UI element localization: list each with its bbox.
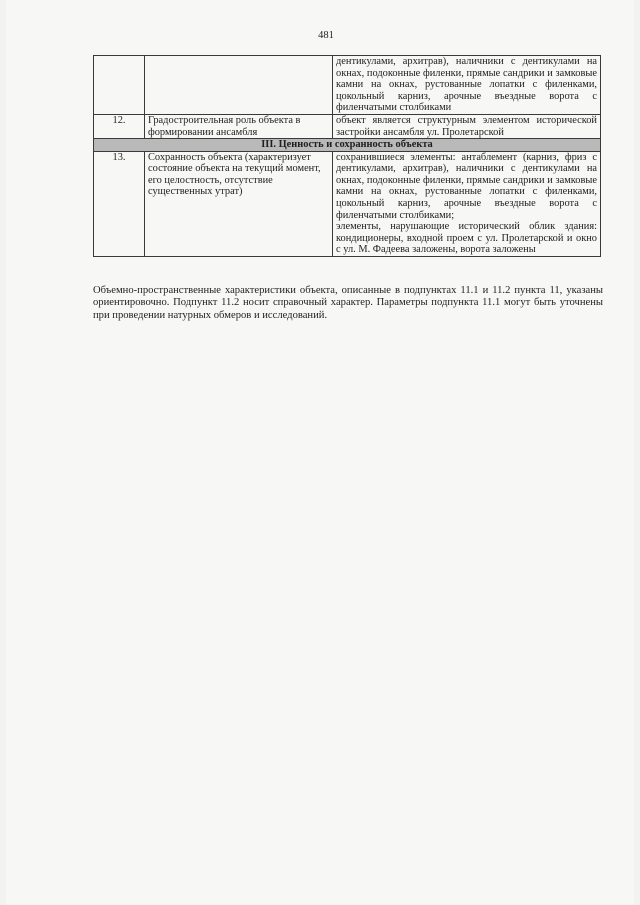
row-name-cell: Сохранность объекта (характеризует состояние объекта на текущий момент, его целостность, отсутствие существенных утрат) bbox=[145, 151, 333, 256]
object-characteristics-table bbox=[93, 55, 601, 257]
table-row bbox=[94, 56, 601, 115]
table-row bbox=[94, 151, 601, 256]
row-number-cell: 13. bbox=[94, 151, 145, 256]
document-page bbox=[6, 0, 634, 905]
row-value-cell: дентикулами, архитрав), наличники с дентикулами на окнах, подоконные филенки, прямые сандрики и замковые камни на окнах, рустованные лопатки с филенками, цокольный карниз, арочные въездные ворота с филенчатыми столбиками bbox=[333, 56, 601, 115]
row-name-cell bbox=[145, 56, 333, 115]
footnote-paragraph: Объемно-пространственные характеристики объекта, описанные в подпунктах 11.1 и 11.2 пункта 11, указаны ориентировочно. Подпункт 11.2 носит справочный характер. Параметры подпункта 11.1 могут быть уточнены при проведении натурных обмеров и исследований. bbox=[93, 285, 603, 321]
table-row bbox=[94, 114, 601, 138]
row-value-cell: объект является структурным элементом исторической застройки ансамбля ул. Пролетарской bbox=[333, 114, 601, 138]
page-number: 481 bbox=[318, 30, 334, 41]
row-name-cell: Градостроительная роль объекта в формировании ансамбля bbox=[145, 114, 333, 138]
row-number-cell: 12. bbox=[94, 114, 145, 138]
row-value-cell bbox=[333, 151, 601, 256]
preserved-elements-text: сохранившиеся элементы: антаблемент (карниз, фриз с дентикулами, архитрав), наличники с дентикулами на окнах, подоконные филенки, прямые сандрики и замковые камни на окнах, рустованные лопатки с филенками, цокольный карниз, арочные въездные ворота с филенчатыми столбиками; bbox=[336, 151, 597, 221]
section-header: III. Ценность и сохранность объекта bbox=[94, 139, 601, 151]
section-header-row bbox=[94, 139, 601, 151]
row-number-cell bbox=[94, 56, 145, 115]
violating-elements-text: элементы, нарушающие исторический облик здания: кондиционеры, входной проем с ул. Пролетарской и окно с ул. М. Фадеева заложены, ворота заложены bbox=[336, 221, 597, 256]
